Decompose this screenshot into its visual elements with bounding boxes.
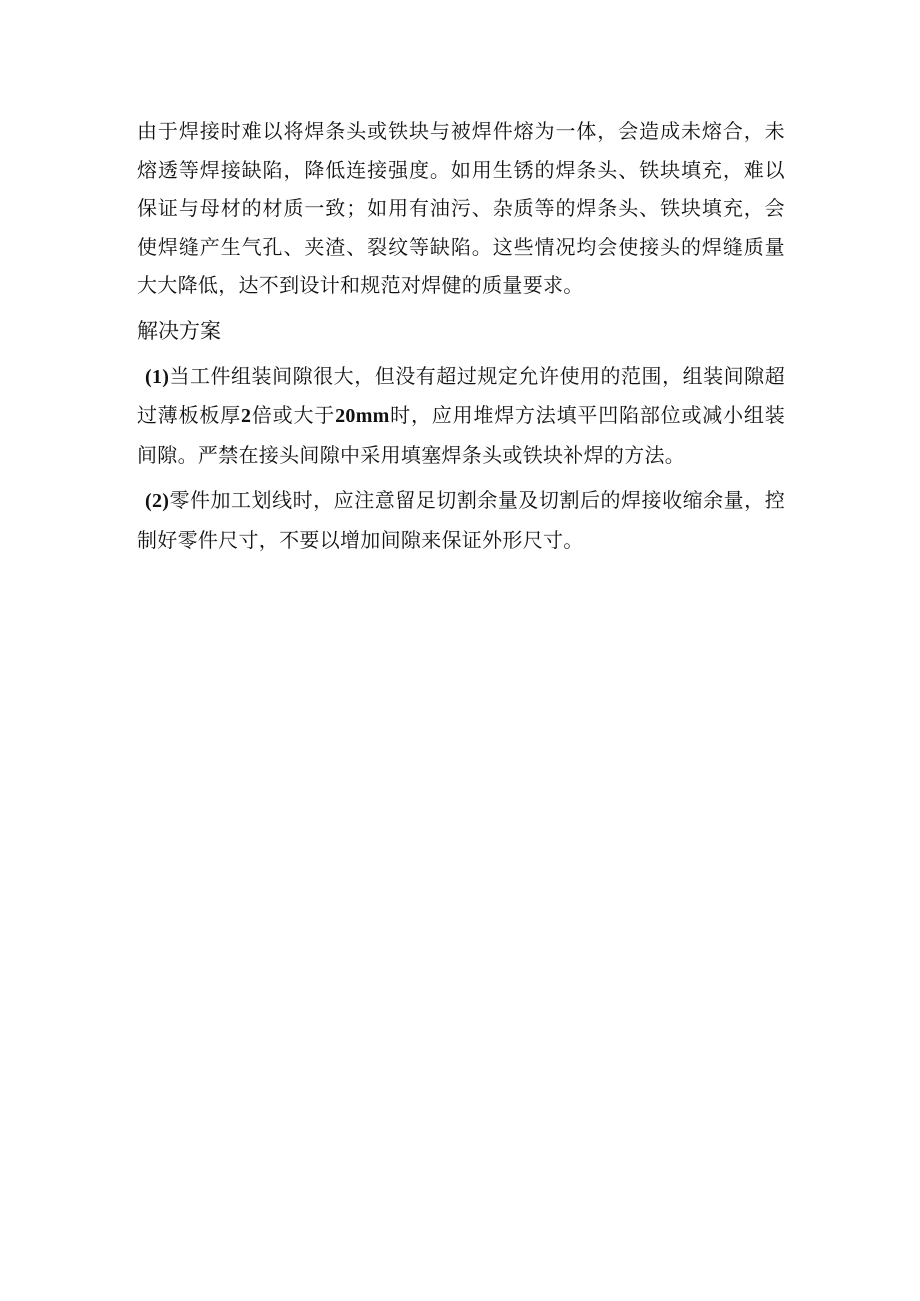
item-1-number: (1) — [145, 365, 170, 388]
solution-item-2 — [137, 481, 785, 559]
document-body — [137, 112, 785, 559]
solution-heading: 解决方案 — [137, 318, 221, 343]
item-2-text: 零件加工划线时，应注意留足切割余量及切割后的焊接收缩余量，控制好零件尺寸，不要以增加间隙来保证外形尺寸。 — [137, 488, 785, 552]
item-1-text-b: 倍或大于 — [251, 403, 336, 427]
item-1-bold-a: 2 — [241, 405, 252, 427]
solution-item-1 — [137, 357, 785, 475]
item-2-number: (2) — [145, 490, 170, 512]
item-1-bold-b: 20mm — [335, 405, 390, 427]
intro-paragraph: 由于焊接时难以将焊条头或铁块与被焊件熔为一体，会造成未熔合，未熔透等焊接缺陷，降低连接强度。如用生锈的焊条头、铁块填充，难以保证与母材的材质一致；如用有油污、杂质等的焊条头、铁块填充，会使焊缝产生气孔、夹渣、裂纹等缺陷。这些情况均会使接头的焊缝质量大大降低，达不到设计和规范对焊健的质量要求。 — [137, 119, 785, 297]
item-1-text-a: 当工件组装间隙很大，但没有超过规定允许使用的范围，组装间隙超过薄板板厚 — [137, 363, 785, 427]
item-1-text-c: 时，应用堆焊方法填平凹陷部位或减小组装间隙。严禁在接头间隙中采用填塞焊条头或铁块补焊的方法。 — [137, 403, 786, 467]
